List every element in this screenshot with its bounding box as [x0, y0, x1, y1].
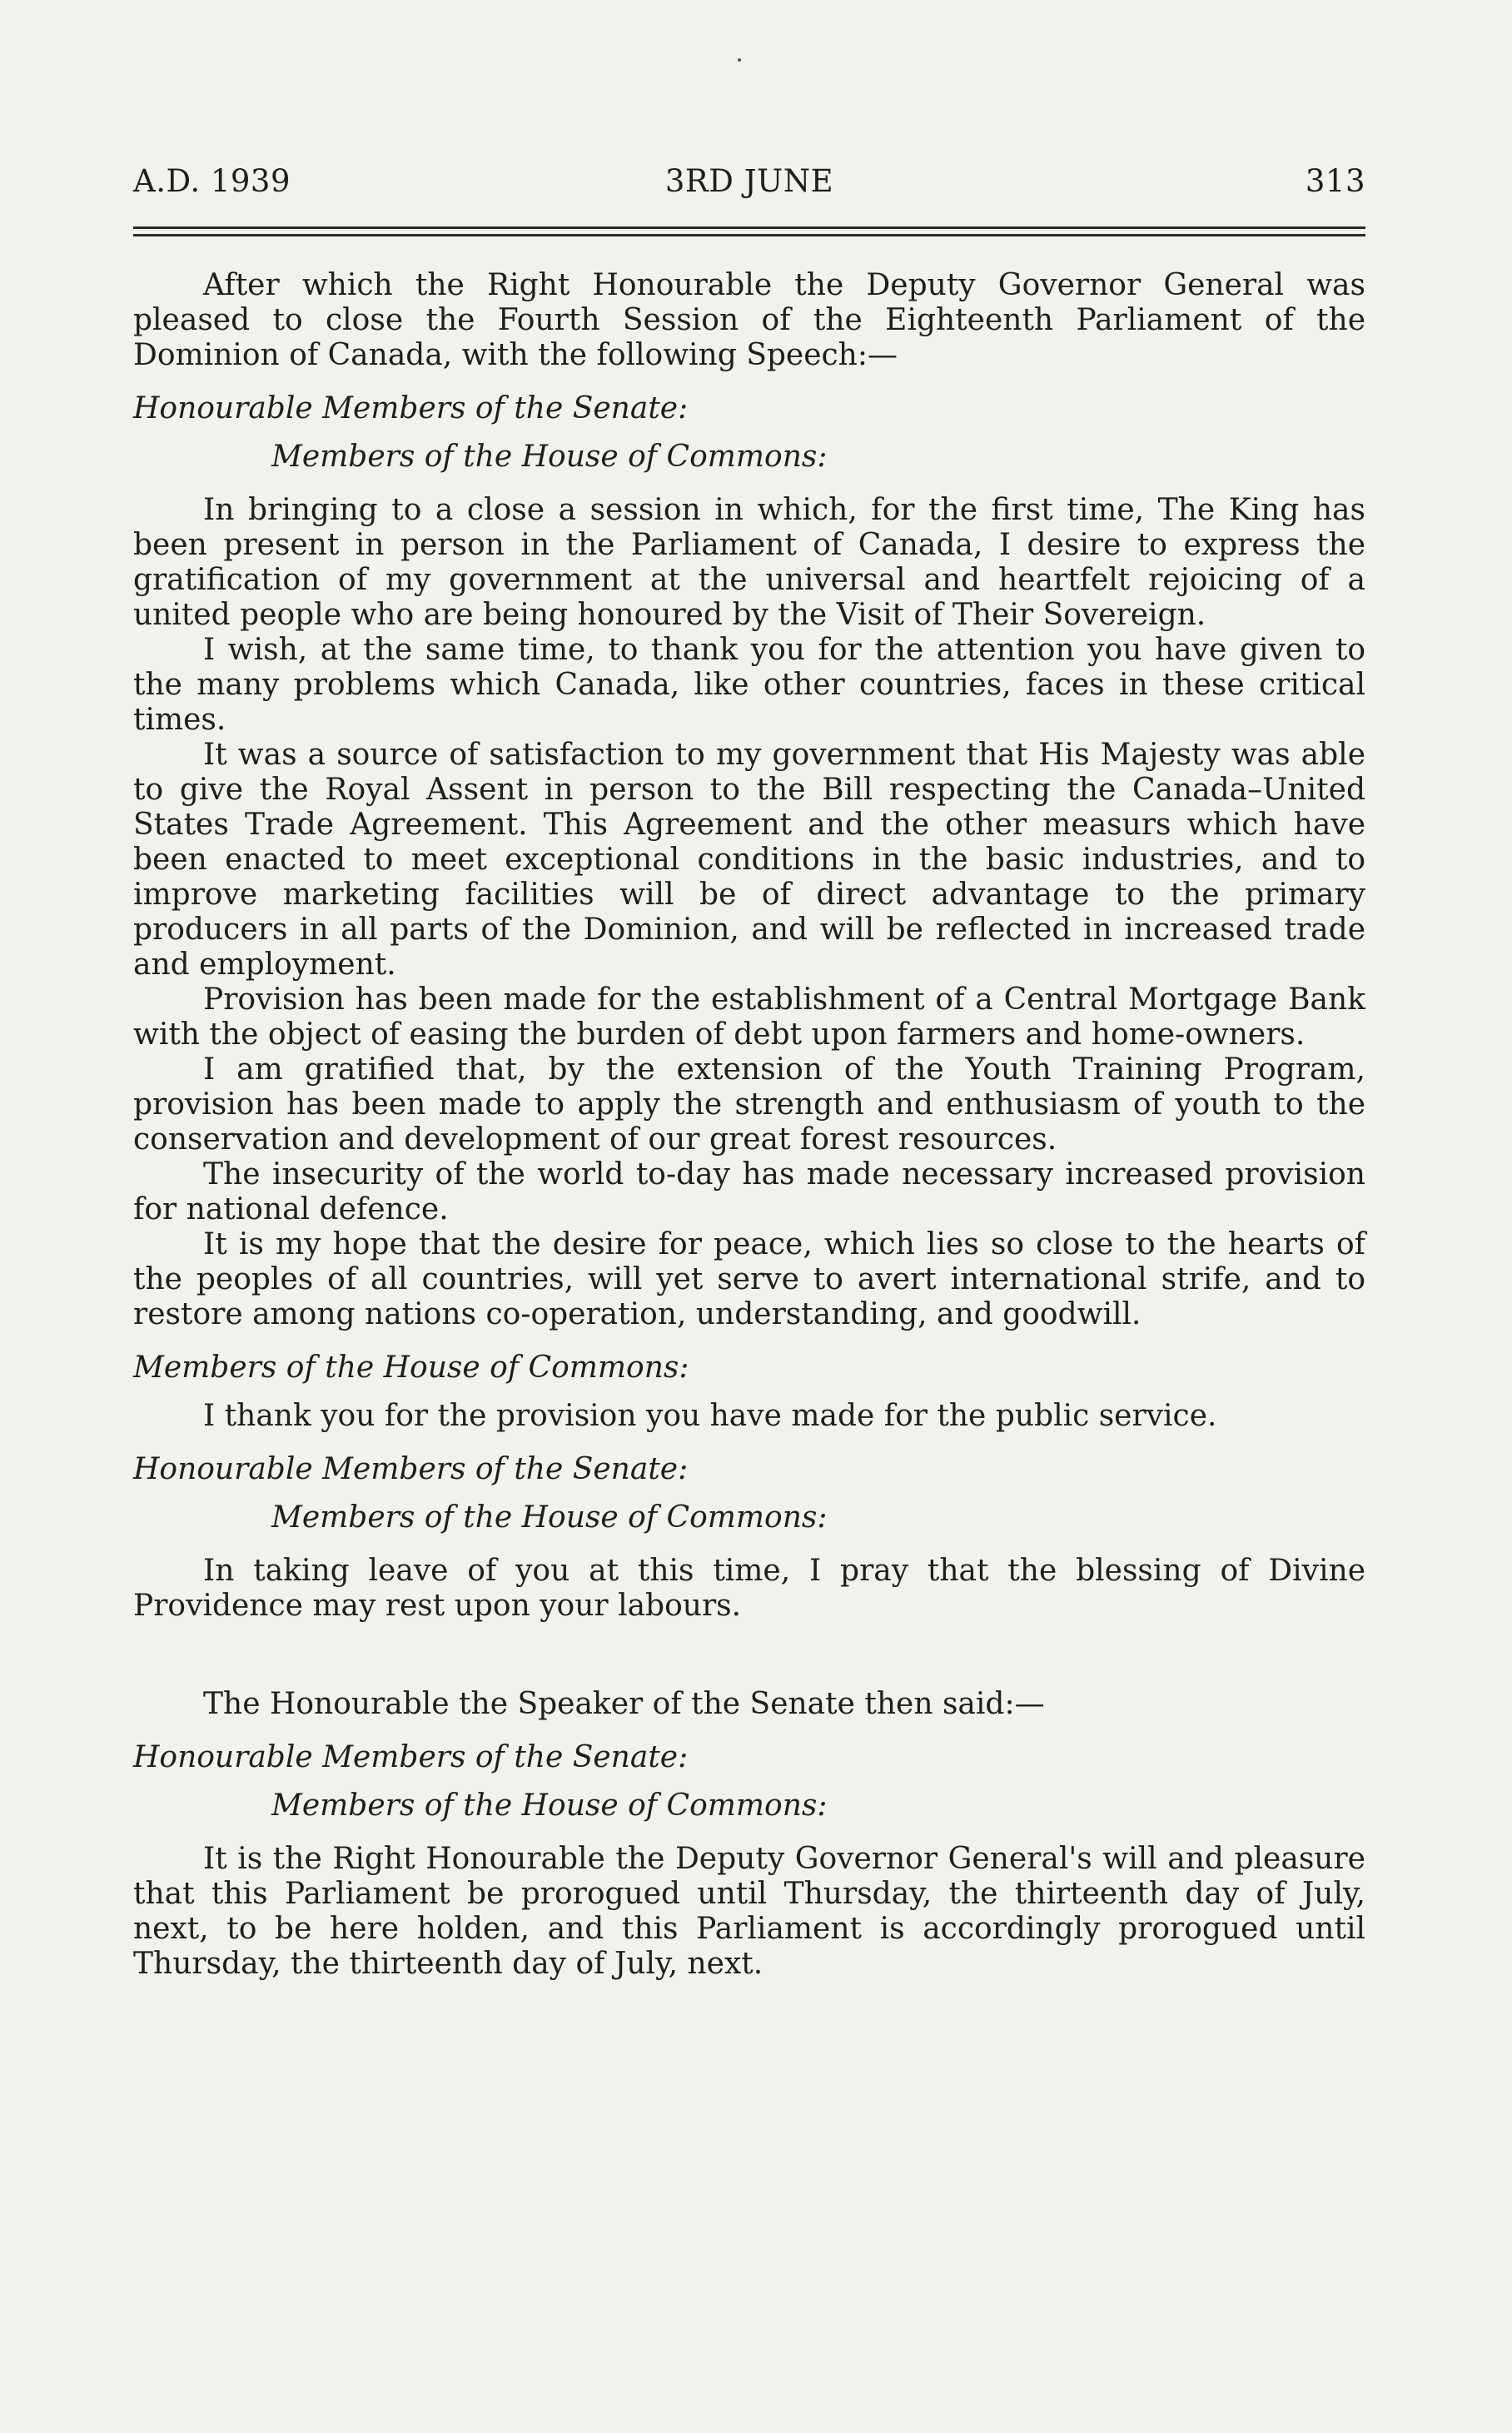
speech-paragraph: I thank you for the provision you have made for the public service. [203, 1399, 1217, 1433]
speech-paragraph: In bringing to a close a session in which, for the first time, The King has been present in person in the Parliament of Canada, I desire to express the gratification of my government at the universal and heartfelt rejoicing of a united people who are being honoured by the Visit of Their Sovereign. [133, 493, 1365, 632]
address-commons: Members of the House of Commons: [271, 440, 828, 474]
ink-mark [738, 58, 741, 62]
speech-paragraph: The insecurity of the world to-day has made necessary increased provision for national defence. [133, 1157, 1365, 1226]
address-senate: Honourable Members of the Senate: [133, 1452, 689, 1486]
address-commons: Members of the House of Commons: [271, 1789, 828, 1823]
header-date: 3RD JUNE [664, 163, 834, 199]
page-number: 313 [1305, 163, 1365, 199]
speech-paragraph: I wish, at the same time, to thank you for the attention you have given to the many problems which Canada, like other countries, faces in these critical times. [133, 633, 1365, 737]
intro-paragraph: After which the Right Honourable the Deputy Governor General was pleased to close the Fourth Session of the Eighteenth Parliament of the Dominion of Canada, with the following Speech:— [133, 268, 1365, 372]
main-text [133, 268, 1365, 1982]
address-senate: Honourable Members of the Senate: [133, 1740, 689, 1774]
speech-paragraph: Provision has been made for the establishment of a Central Mortgage Bank with the object of easing the burden of debt upon farmers and home-owners. [133, 983, 1365, 1052]
speech-paragraph: It is my hope that the desire for peace, which lies so close to the hearts of the peoples of all countries, will yet serve to avert international strife, and to restore among nations co-operation, understanding, and goodwill. [133, 1227, 1365, 1331]
speech-paragraph: In taking leave of you at this time, I pray that the blessing of Divine Providence may rest upon your labours. [133, 1554, 1365, 1623]
address-senate: Honourable Members of the Senate: [133, 391, 689, 425]
speaker-intro: The Honourable the Speaker of the Senate then said:— [203, 1687, 1045, 1721]
speech-paragraph: It was a source of satisfaction to my government that His Majesty was able to give the Royal Assent in person to the Bill respecting the Canada–United States Trade Agreement. This Agreement and the other measurs which have been enacted to meet exceptional conditions in the basic industries, and to improve marketing facilities will be of direct advantage to the primary producers in all parts of the Dominion, and will be reflected in increased trade and employment. [133, 738, 1365, 982]
running-header [133, 163, 1365, 210]
address-commons: Members of the House of Commons: [271, 1500, 828, 1535]
prorogation-paragraph: It is the Right Honourable the Deputy Governor General's will and pleasure that this Parliament be prorogued until Thursday, the thirteenth day of July, next, to be here holden, and this Parliament is accordingly prorogued until Thursday, the thirteenth day of July, next. [133, 1842, 1365, 1981]
header-year: A.D. 1939 [133, 163, 291, 199]
header-double-rule [133, 226, 1365, 236]
address-commons: Members of the House of Commons: [133, 1351, 689, 1385]
speech-paragraph: I am gratified that, by the extension of the Youth Training Program, provision has been made to apply the strength and enthusiasm of youth to the conservation and development of our great forest resources. [133, 1052, 1365, 1157]
